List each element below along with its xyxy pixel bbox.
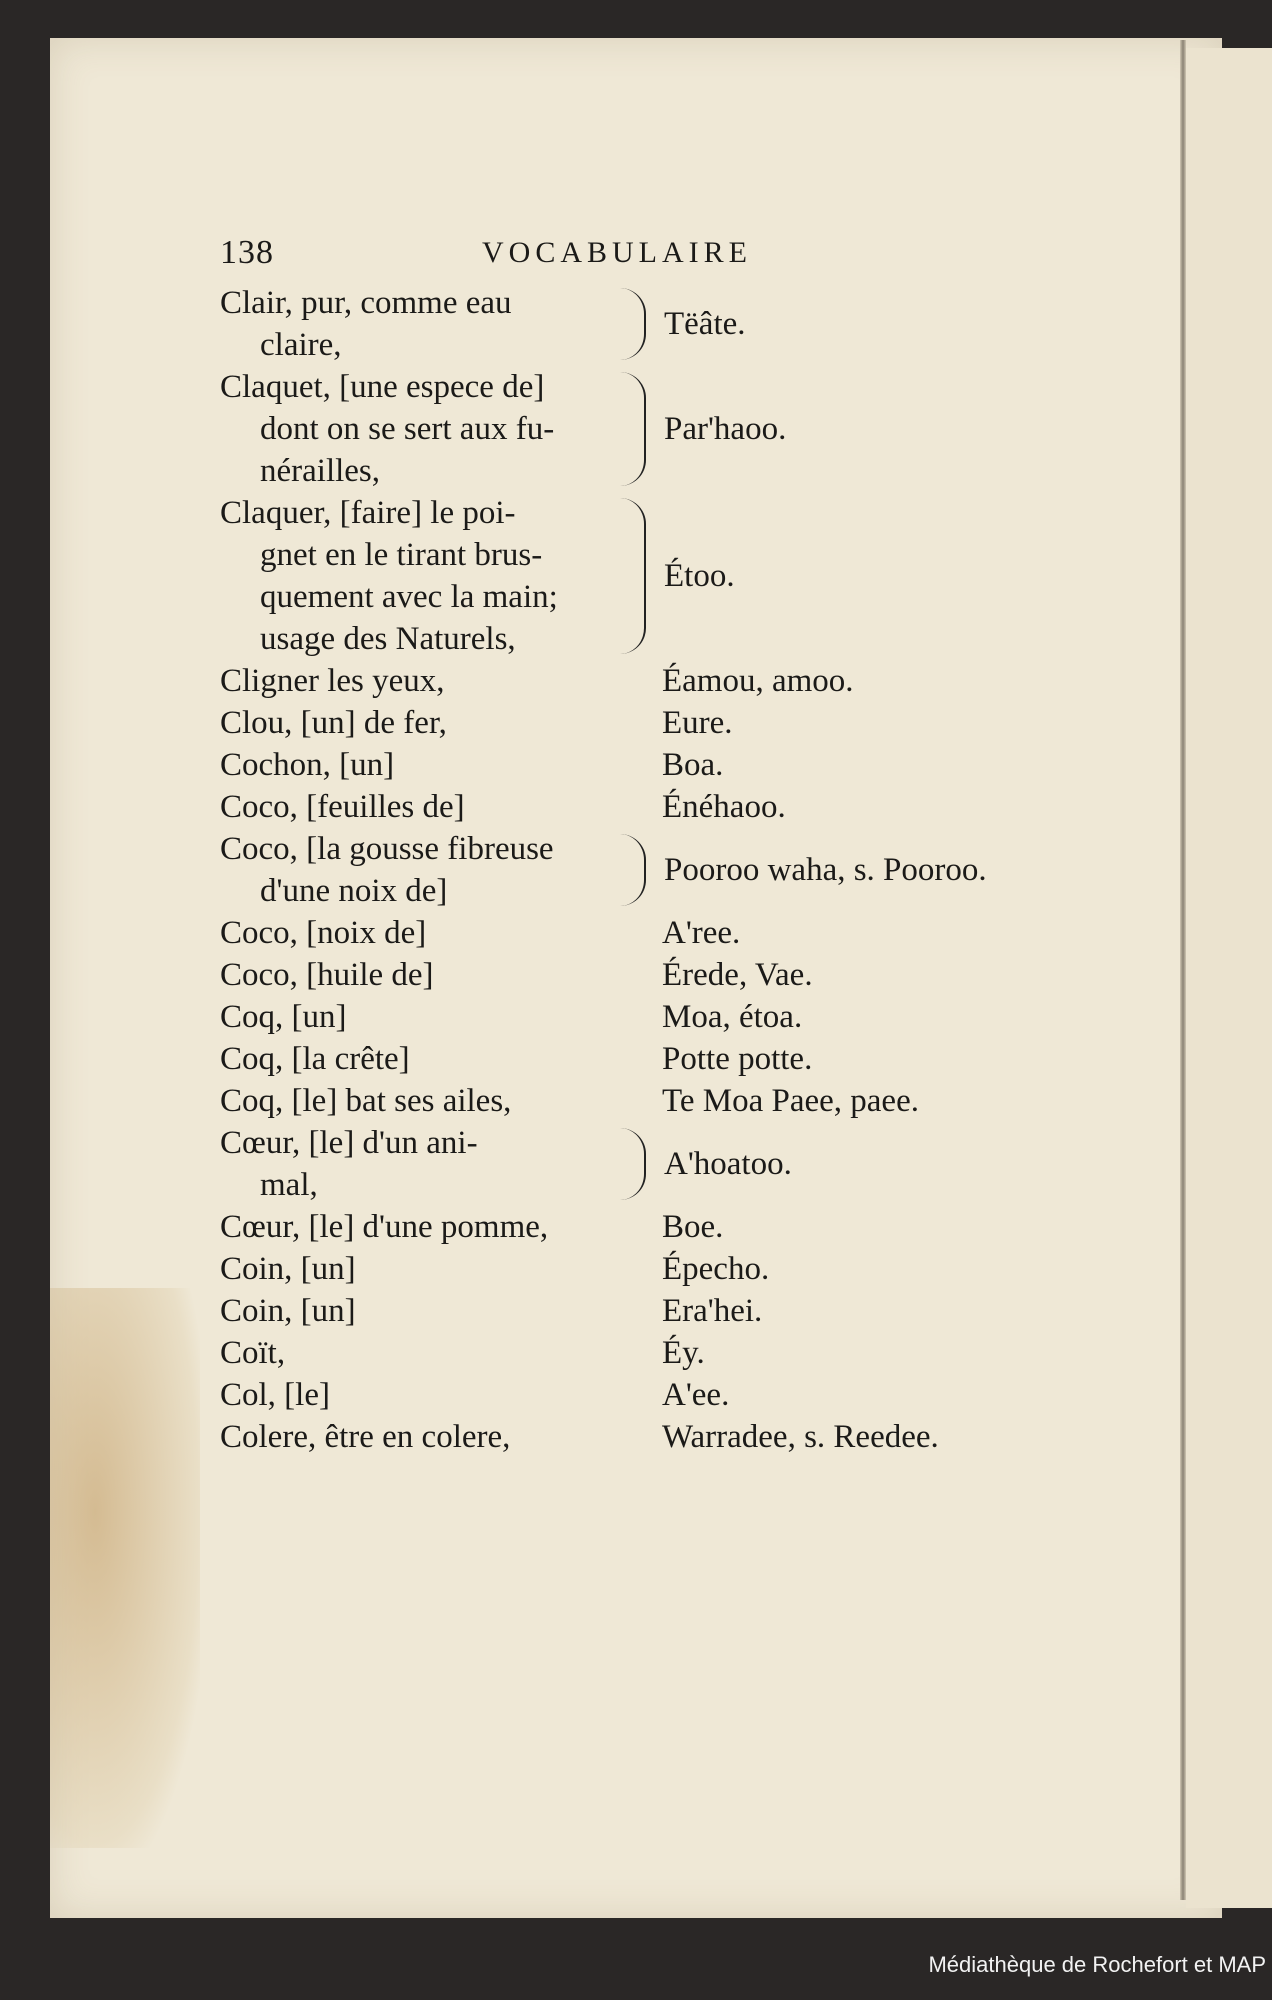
brace xyxy=(620,498,646,654)
headword xyxy=(220,366,620,492)
vocabulary-entry xyxy=(220,912,1100,954)
translation: Éamou, amoo. xyxy=(662,663,854,699)
translation: Eure. xyxy=(662,705,733,741)
translation: Te Moa Paee, paee. xyxy=(662,1083,919,1119)
headword xyxy=(220,954,620,996)
vocabulary-entry xyxy=(220,660,1100,702)
headword xyxy=(220,1038,620,1080)
headword-line: quement avec la main; xyxy=(260,579,558,615)
headword xyxy=(220,1248,620,1290)
page-header xyxy=(220,234,940,278)
headword-line: Claquet, [une espece de] xyxy=(220,369,545,405)
translation: Tëâte. xyxy=(664,306,746,342)
translation: Boa. xyxy=(662,747,724,783)
headword-line: Coco, [feuilles de] xyxy=(220,789,465,825)
vocabulary-entry xyxy=(220,282,1100,366)
translation: Potte potte. xyxy=(662,1041,813,1077)
headword xyxy=(220,282,620,366)
headword xyxy=(220,1122,620,1206)
headword xyxy=(220,1080,620,1122)
headword-line: Coq, [la crête] xyxy=(220,1041,410,1077)
headword-line: Claquer, [faire] le poi- xyxy=(220,495,516,531)
watermark: Médiathèque de Rochefort et MAP xyxy=(928,1952,1266,1977)
vocabulary-entry xyxy=(220,1206,1100,1248)
translation: Étoo. xyxy=(664,558,735,594)
translation: Érede, Vae. xyxy=(662,957,813,993)
translation: A'hoatoo. xyxy=(664,1146,792,1182)
headword xyxy=(220,702,620,744)
headword-line: Coq, [un] xyxy=(220,999,347,1035)
translation: Boe. xyxy=(662,1209,724,1245)
vocabulary-entry xyxy=(220,954,1100,996)
headword-line: Cligner les yeux, xyxy=(220,663,445,699)
running-title: VOCABULAIRE xyxy=(482,236,752,269)
translation: Warradee, s. Reedee. xyxy=(662,1419,939,1455)
headword-line: Cœur, [le] d'une pomme, xyxy=(220,1209,549,1245)
vocabulary-entry xyxy=(220,1374,1100,1416)
headword xyxy=(220,1290,620,1332)
translation: Moa, étoa. xyxy=(662,999,803,1035)
headword xyxy=(220,1416,620,1458)
headword-line: Coït, xyxy=(220,1335,286,1371)
vocabulary-entry xyxy=(220,1332,1100,1374)
headword-line: Coin, [un] xyxy=(220,1251,356,1287)
vocabulary-entry xyxy=(220,1248,1100,1290)
translation: Par'haoo. xyxy=(664,411,787,447)
headword-line: Coin, [un] xyxy=(220,1293,356,1329)
translation: Era'hei. xyxy=(662,1293,763,1329)
headword xyxy=(220,492,620,660)
vocabulary-list xyxy=(220,282,1100,1458)
headword-line: Coco, [noix de] xyxy=(220,915,427,951)
vocabulary-entry xyxy=(220,744,1100,786)
vocabulary-entry xyxy=(220,702,1100,744)
translation: A'ree. xyxy=(662,915,741,951)
headword-line: Clair, pur, comme eau xyxy=(220,285,512,321)
headword xyxy=(220,1332,620,1374)
headword-line: dont on se sert aux fu- xyxy=(260,411,555,447)
headword xyxy=(220,912,620,954)
vocabulary-entry xyxy=(220,492,1100,660)
headword xyxy=(220,786,620,828)
translation: A'ee. xyxy=(662,1377,730,1413)
headword-line: Cœur, [le] d'un ani- xyxy=(220,1125,478,1161)
headword xyxy=(220,996,620,1038)
headword-line: Colere, être en colere, xyxy=(220,1419,511,1455)
headword xyxy=(220,1206,620,1248)
headword xyxy=(220,660,620,702)
vocabulary-entry xyxy=(220,1038,1100,1080)
translation: Énéhaoo. xyxy=(662,789,786,825)
headword-line: mal, xyxy=(260,1167,318,1203)
vocabulary-entry xyxy=(220,1122,1100,1206)
brace xyxy=(620,288,646,360)
headword-line: Coco, [la gousse fibreuse xyxy=(220,831,554,867)
headword-line: gnet en le tirant brus- xyxy=(260,537,543,573)
facing-page-edge xyxy=(1186,48,1272,1908)
translation: Épecho. xyxy=(662,1251,770,1287)
vocabulary-entry xyxy=(220,1080,1100,1122)
headword-line: Cochon, [un] xyxy=(220,747,395,783)
headword-line: Coq, [le] bat ses ailes, xyxy=(220,1083,512,1119)
headword xyxy=(220,1374,620,1416)
vocabulary-entry xyxy=(220,366,1100,492)
headword-line: Coco, [huile de] xyxy=(220,957,434,993)
headword-line: Col, [le] xyxy=(220,1377,330,1413)
translation: Pooroo waha, s. Pooroo. xyxy=(664,852,987,888)
brace xyxy=(620,834,646,906)
vocabulary-entry xyxy=(220,1416,1100,1458)
water-stain xyxy=(50,1288,200,1848)
headword-line: claire, xyxy=(260,327,342,363)
translation: Éy. xyxy=(662,1335,705,1371)
brace xyxy=(620,1128,646,1200)
headword-line: Clou, [un] de fer, xyxy=(220,705,447,741)
vocabulary-entry xyxy=(220,1290,1100,1332)
headword xyxy=(220,828,620,912)
headword xyxy=(220,744,620,786)
page-number: 138 xyxy=(220,234,274,271)
headword-line: nérailles, xyxy=(260,453,381,489)
headword-line: d'une noix de] xyxy=(260,873,448,909)
brace xyxy=(620,372,646,486)
vocabulary-entry xyxy=(220,996,1100,1038)
vocabulary-entry xyxy=(220,828,1100,912)
vocabulary-entry xyxy=(220,786,1100,828)
headword-line: usage des Naturels, xyxy=(260,621,516,657)
